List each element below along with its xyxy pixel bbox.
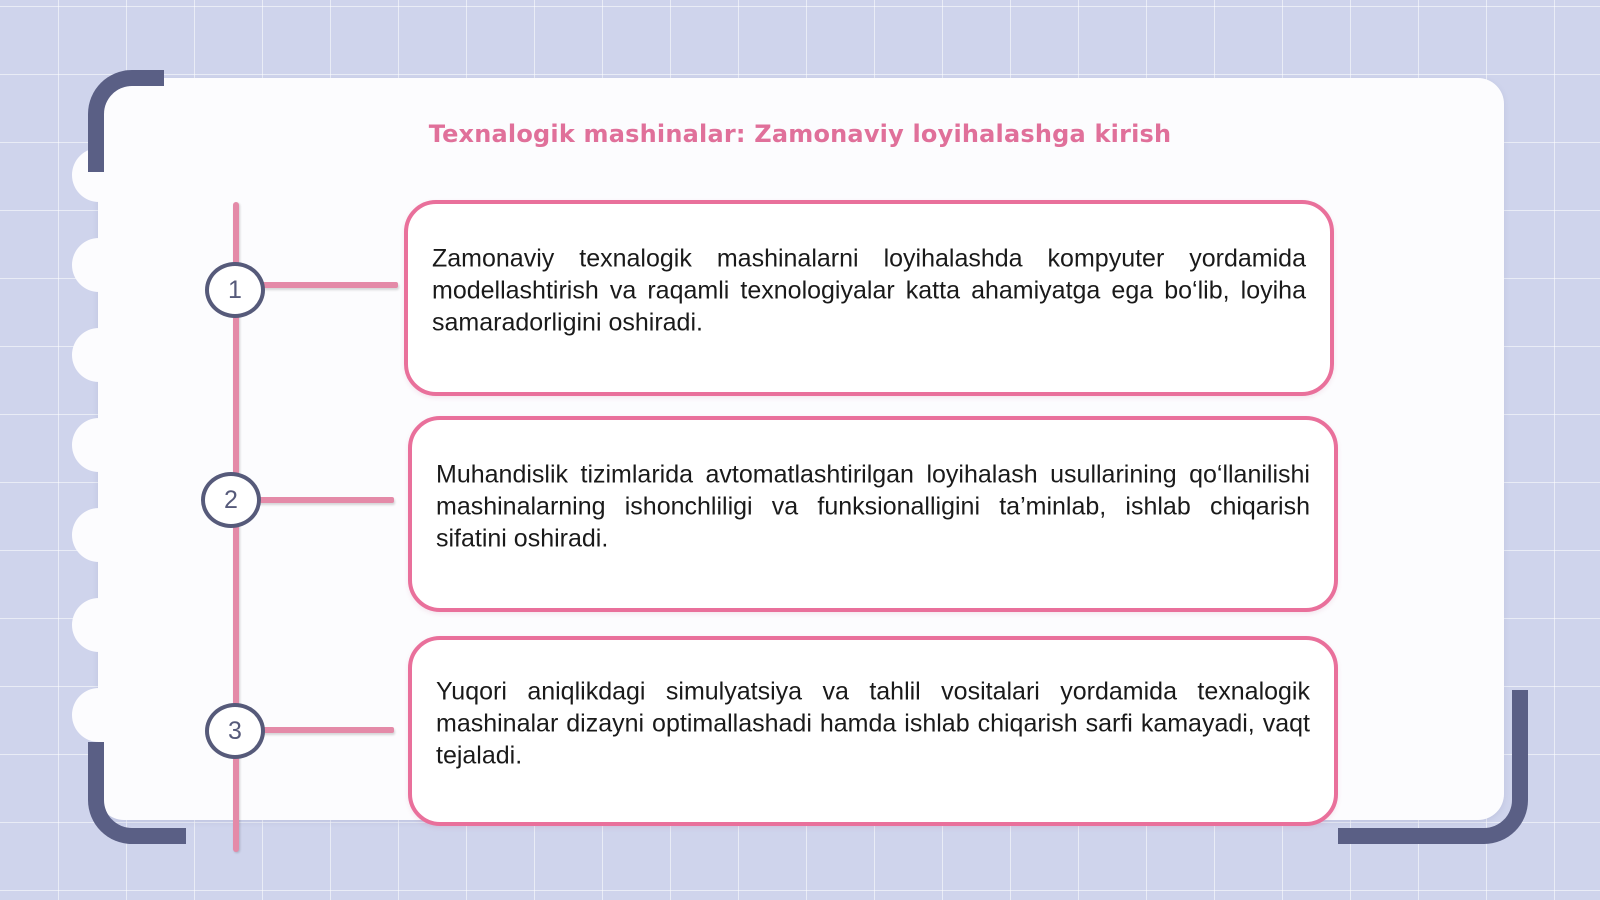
timeline-card-3-text: Yuqori aniqlikdagi simulyatsiya va tahlil vositalari yordamida texnalogik mashinalar dizayni optimallashadi hamda ishlab chiqarish sarfi kamayadi, vaqt tejaladi. bbox=[436, 677, 1310, 770]
timeline-marker-3: 3 bbox=[205, 703, 265, 759]
sheet-edge-scallop bbox=[72, 328, 126, 382]
sheet-edge-scallop bbox=[72, 238, 126, 292]
sheet-edge-scallop bbox=[72, 688, 126, 742]
timeline-card-1-text: Zamonaviy texnalogik mashinalarni loyihalashda kompyuter yordamida modellashtirish va raqamli texnologiyalar katta ahamiyatga ega bo‘lib, loyiha samaradorligini oshiradi. bbox=[432, 244, 1306, 337]
sheet-edge-scallop bbox=[72, 598, 126, 652]
timeline-connector-3 bbox=[262, 727, 394, 733]
timeline-card-3 bbox=[408, 636, 1338, 826]
timeline-marker-1: 1 bbox=[205, 262, 265, 318]
corner-bracket-bottom-right bbox=[1338, 690, 1528, 844]
timeline-marker-2: 2 bbox=[201, 472, 261, 528]
sheet-edge-scallop bbox=[72, 508, 126, 562]
timeline-connector-2 bbox=[258, 497, 394, 503]
corner-bracket-bottom-left bbox=[88, 742, 186, 844]
slide-title: Texnalogik mashinalar: Zamonaviy loyihalashga kirish bbox=[428, 120, 1172, 148]
sheet-edge-scallop bbox=[72, 418, 126, 472]
timeline-card-2 bbox=[408, 416, 1338, 612]
timeline-card-2-text: Muhandislik tizimlarida avtomatlashtirilgan loyihalash usullarining qo‘llanilishi mashinalarning ishonchliligi va funksionalligini ta’minlab, ishlab chiqarish sifatini oshiradi. bbox=[436, 460, 1310, 553]
timeline-card-1 bbox=[404, 200, 1334, 396]
timeline-connector-1 bbox=[262, 282, 398, 288]
